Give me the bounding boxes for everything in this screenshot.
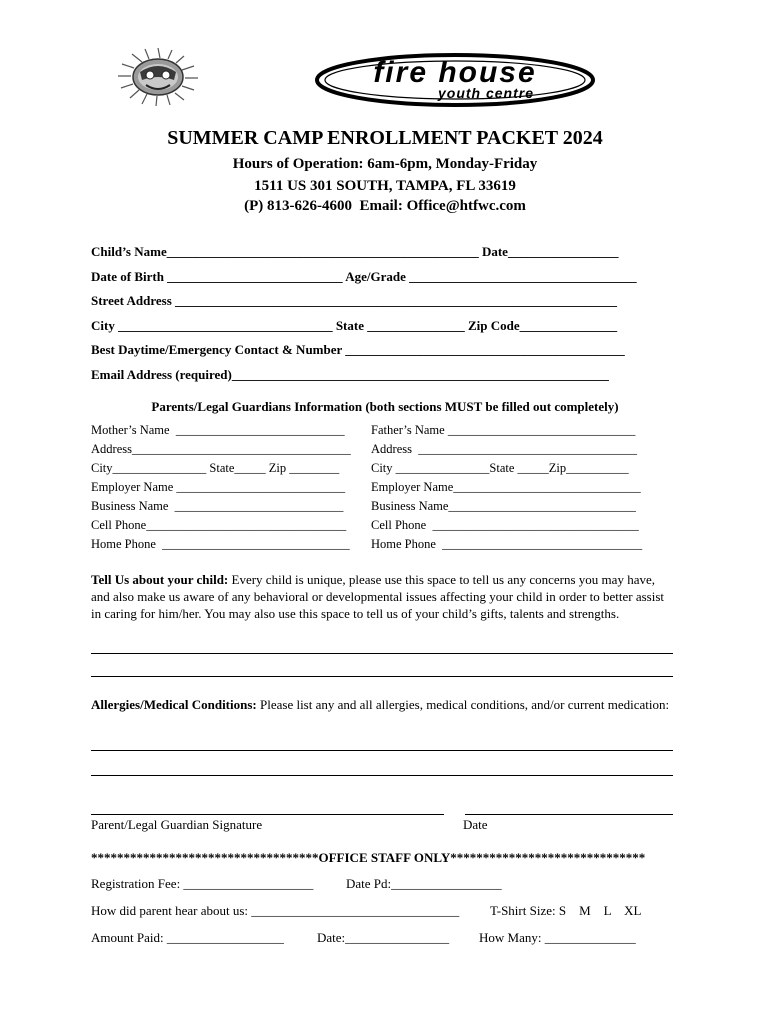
mother-business-field[interactable]: Business Name ___________________________ bbox=[91, 499, 344, 513]
tell-us-paragraph bbox=[91, 571, 673, 622]
date-paid-field[interactable]: Date Pd:_________________ bbox=[346, 876, 502, 891]
how-many-field[interactable]: How Many: ______________ bbox=[479, 930, 636, 945]
childs-name-field[interactable]: Child’s Name________________________________________________ Date_________________ bbox=[91, 244, 619, 259]
father-city-field[interactable]: City _______________State _____Zip__________ bbox=[371, 461, 629, 475]
father-cell-field[interactable]: Cell Phone _________________________________ bbox=[371, 518, 639, 532]
allergies-label: Allergies/Medical Conditions: bbox=[91, 697, 257, 712]
firehouse-logo bbox=[314, 52, 596, 108]
amount-paid-field[interactable]: Amount Paid: __________________ bbox=[91, 930, 284, 945]
father-employer-field[interactable]: Employer Name______________________________ bbox=[371, 480, 641, 494]
signature-label: Parent/Legal Guardian Signature bbox=[91, 817, 263, 832]
tell-us-label: Tell Us about your child: bbox=[91, 572, 229, 587]
father-business-field[interactable]: Business Name______________________________ bbox=[371, 499, 636, 513]
allergies-paragraph bbox=[91, 696, 673, 713]
signature-date-label: Date bbox=[463, 817, 488, 832]
mother-address-field[interactable]: Address___________________________________ bbox=[91, 442, 351, 456]
office-staff-banner: ***********************************OFFICE STAFF ONLY****************************** bbox=[91, 850, 646, 865]
office-date-field[interactable]: Date:________________ bbox=[317, 930, 450, 945]
street-address-field[interactable]: Street Address ____________________________________________________________________ bbox=[91, 293, 618, 308]
mother-cell-field[interactable]: Cell Phone________________________________ bbox=[91, 518, 347, 532]
city-state-zip-field[interactable]: City _________________________________ State _______________ Zip Code_______________ bbox=[91, 318, 618, 333]
registration-fee-field[interactable]: Registration Fee: ____________________ bbox=[91, 876, 314, 891]
father-name-field[interactable]: Father’s Name ______________________________ bbox=[371, 423, 636, 437]
sun-logo bbox=[112, 44, 204, 108]
mother-city-field[interactable]: City_______________ State_____ Zip ________ bbox=[91, 461, 340, 475]
tell-us-text: Every child is unique, please use this space to tell us any concerns you may have, and also make us aware of any behavioral or developmental issues affecting your child in order to better assist in caring for him/her. You may also use this space to tell us of your child’s gifts, talents and strengths. bbox=[91, 572, 665, 621]
page-title: SUMMER CAMP ENROLLMENT PACKET 2024 bbox=[167, 127, 603, 149]
mother-employer-field[interactable]: Employer Name ___________________________ bbox=[91, 480, 346, 494]
mother-name-field[interactable]: Mother’s Name ___________________________ bbox=[91, 423, 345, 437]
camp-contact: (P) 813-626-4600 Email: Office@htfwc.com bbox=[244, 198, 526, 214]
parents-heading: Parents/Legal Guardians Information (both sections MUST be filled out completely) bbox=[151, 399, 619, 414]
father-address-field[interactable]: Address ___________________________________ bbox=[371, 442, 637, 456]
hours-of-operation: Hours of Operation: 6am-6pm, Monday-Friday bbox=[232, 156, 538, 172]
tell-us-line-2[interactable] bbox=[91, 676, 673, 677]
signature-date-line[interactable] bbox=[465, 814, 673, 815]
tell-us-line-1[interactable] bbox=[91, 653, 673, 654]
email-field[interactable]: Email Address (required)__________________________________________________________ bbox=[91, 367, 609, 382]
father-info bbox=[371, 423, 681, 556]
logo-brand-line2: youth centre bbox=[437, 85, 535, 101]
allergies-line-1[interactable] bbox=[91, 750, 673, 751]
tshirt-size-field[interactable]: T-Shirt Size: S M L XL bbox=[490, 903, 642, 918]
signature-line[interactable] bbox=[91, 814, 444, 815]
emergency-contact-field[interactable]: Best Daytime/Emergency Contact & Number ___________________________________________ bbox=[91, 342, 625, 357]
dob-age-field[interactable]: Date of Birth ___________________________ Age/Grade ___________________________________ bbox=[91, 269, 637, 284]
allergies-text: Please list any and all allergies, medical conditions, and/or current medication: bbox=[256, 697, 670, 712]
mother-info bbox=[91, 423, 371, 556]
father-home-phone-field[interactable]: Home Phone ________________________________ bbox=[371, 537, 643, 551]
allergies-line-2[interactable] bbox=[91, 775, 673, 776]
heard-about-field[interactable]: How did parent hear about us: ________________________________ bbox=[91, 903, 460, 918]
camp-address: 1511 US 301 SOUTH, TAMPA, FL 33619 bbox=[254, 178, 516, 194]
logo-brand-line1: fire house bbox=[373, 56, 537, 89]
mother-home-phone-field[interactable]: Home Phone ______________________________ bbox=[91, 537, 350, 551]
